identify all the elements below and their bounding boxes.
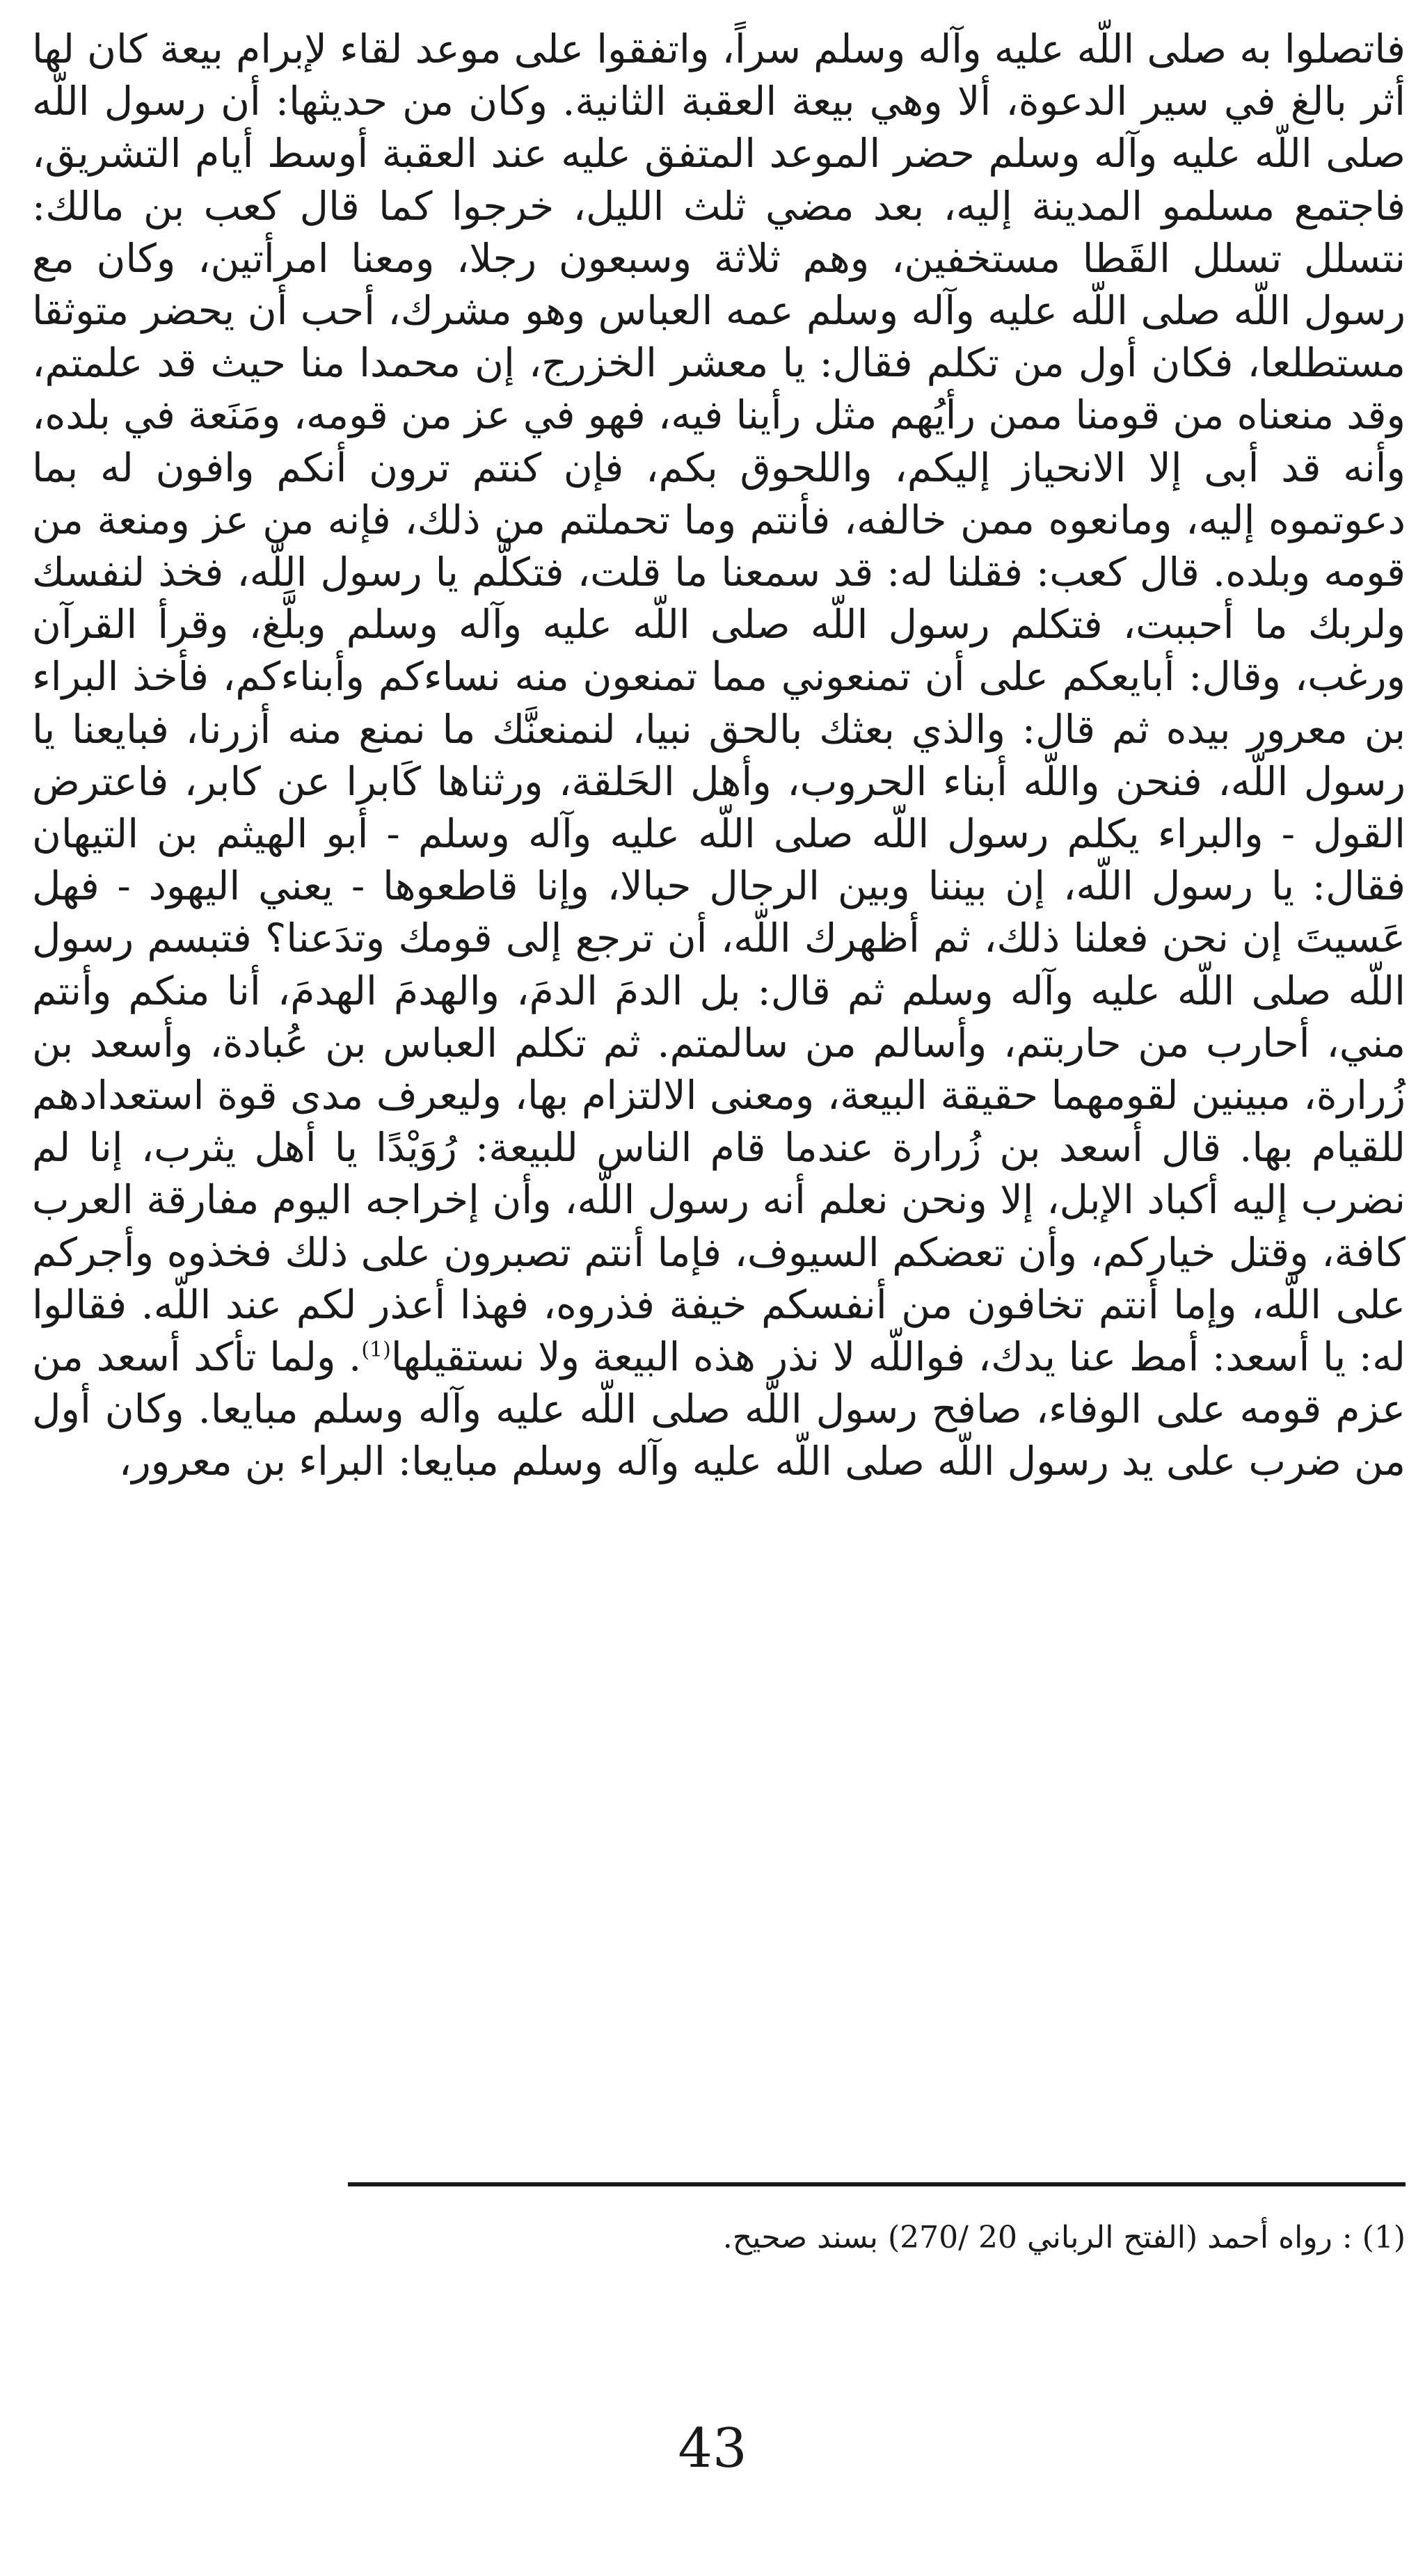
- page-number: 43: [678, 2417, 747, 2480]
- body-text-part-2: . ولما تأكد أسعد من عزم قومه على الوفاء، صافح رسول اللّه صلى اللّه عليه وآله وسلم مبايعا. وكان أول من ضرب على يد رسول اللّه صلى اللّه عليه وآله وسلم مبايعا: البراء بن معرور،: [32, 1334, 1406, 1485]
- body-text-part-1: فاتصلوا به صلى اللّه عليه وآله وسلم سراً، واتفقوا على موعد لقاء لإبرام بيعة كان لها أثر بالغ في سير الدعوة، ألا وهي بيعة العقبة الثانية. وكان من حديثها: أن رسول اللّه صلى اللّه عليه وآله وسلم حضر الموعد المتفق عليه عند العقبة أوسط أيام التشريق، فاجتمع مسلمو المدينة إليه، بعد مضي ثلث الليل، خرجوا كما قال كعب بن مالك: نتسلل تسلل القَطا مستخفين، وهم ثلاثة وسبعون رجلا، ومعنا امرأتين، وكان مع رسول اللّه صلى اللّه عليه وآله وسلم عمه العباس وهو مشرك، أحب أن يحضر متوثقا مستطلعا، فكان أول من تكلم فقال: يا معشر الخزرج، إن محمدا منا حيث قد علمتم، وقد منعناه من قومنا ممن رأيُهم مثل رأينا فيه، فهو في عز من قومه، ومَنَعة في بلده، وأنه قد أبى إلا الانحياز إليكم، واللحوق بكم، فإن كنتم ترون أنكم وافون له بما دعوتموه إليه، ومانعوه ممن خالفه، فأنتم وما تحملتم من ذلك، فإنه من عز ومنعة من قومه وبلده. قال كعب: فقلنا له: قد سمعنا ما قلت، فتكلَّم يا رسول اللّه، فخذ لنفسك ولربك ما أحببت، فتكلم رسول اللّه صلى اللّه عليه وآله وسلم وبلَّغ، وقرأ القرآن ورغب، وقال: أبايعكم على أن تمنعوني مما تمنعون منه نساءكم وأبناءكم، فأخذ البراء بن معرور بيده ثم قال: والذي بعثك بالحق نبيا، لنمنعنَّك ما نمنع منه أزرنا، فبايعنا يا رسول اللّه، فنحن واللّه أبناء الحروب، وأهل الحَلقة، ورثناها كَابرا عن كابر، فاعترض القول - والبراء يكلم رسول اللّه صلى اللّه عليه وآله وسلم - أبو الهيثم بن التيهان فقال: يا رسول اللّه، إن بيننا وبين الرجال حبالا، وإنا قاطعوها - يعني اليهود - فهل عَسيتَ إن نحن فعلنا ذلك، ثم أظهرك اللّه، أن ترجع إلى قومك وتدَعنا؟ فتبسم رسول اللّه صلى اللّه عليه وآله وسلم ثم قال: بل الدمَ الدمَ، والهدمَ الهدمَ، أنا منكم وأنتم مني، أحارب من حاربتم، وأسالم من سالمتم. ثم تكلم العباس بن عُبادة، وأسعد بن زُرارة، مبينين لقومهما حقيقة البيعة، ومعنى الالتزام بها، وليعرف مدى قوة استعدادهم للقيام بها. قال أسعد بن زُرارة عندما قام الناس للبيعة: رُوَيْدًا يا أهل يثرب، إنا لم نضرب إليه أكباد الإبل، إلا ونحن نعلم أنه رسول اللّه، وأن إخراجه اليوم مفارقة العرب كافة، وقتل خياركم، وأن تعضكم السيوف، فإما أنتم تصبرون على ذلك فخذوه وأجركم على اللّه، وإما أنتم تخافون من أنفسكم خيفة فذروه، فهذا أعذر لكم عند اللّه. فقالوا له: يا أسعد: أمط عنا يدك، فواللّه لا نذر هذه البيعة ولا نستقيلها: [32, 26, 1406, 1381]
- footnote-divider: [348, 2182, 1406, 2186]
- footnote-reference: (1): [361, 1338, 391, 1363]
- paragraph: [32, 24, 1406, 1489]
- body-text: [32, 24, 1406, 1489]
- footnote: (1) : رواه أحمد (الفتح الرباني 20 /270) بسند صحيح.: [722, 2220, 1406, 2255]
